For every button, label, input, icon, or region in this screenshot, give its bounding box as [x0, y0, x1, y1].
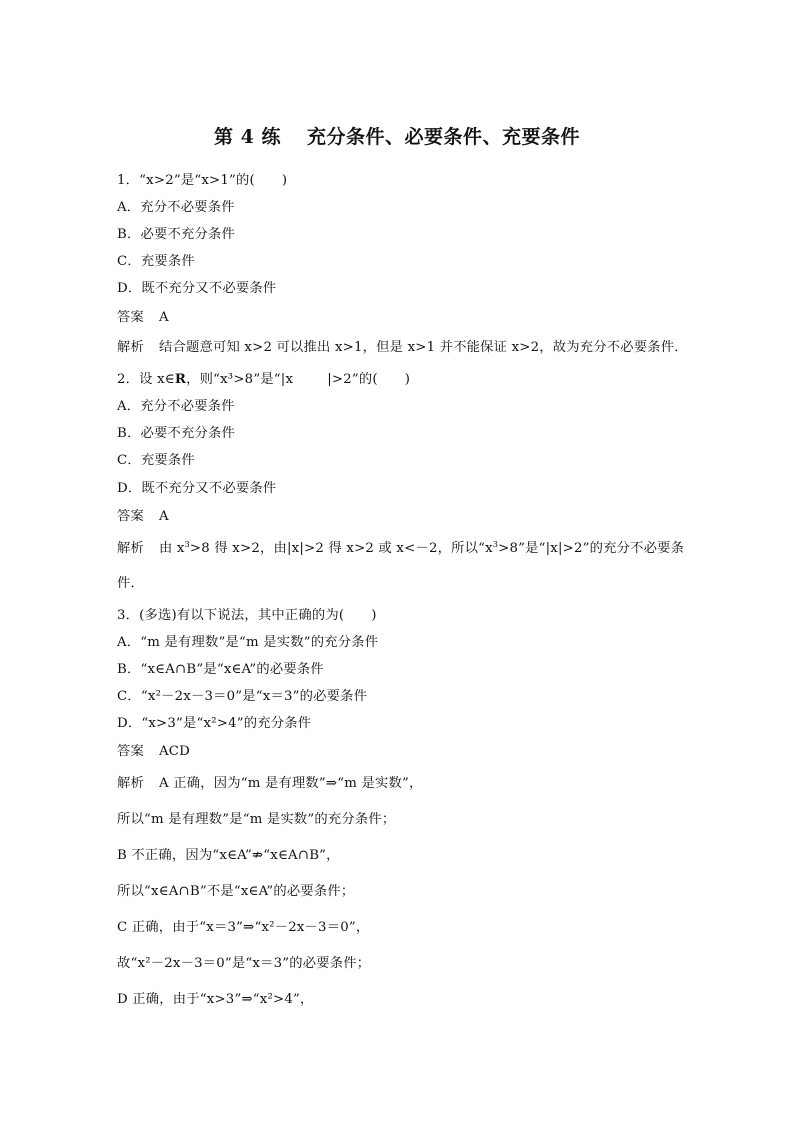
analysis-label: 解析: [117, 340, 144, 355]
question-1-answer: [117, 310, 169, 326]
question-2-analysis: [117, 541, 684, 557]
question-3-option-b: B．“x∈A∩B”是“x∈A”的必要条件: [117, 662, 324, 677]
question-1-option-c: C．充要条件: [117, 254, 195, 269]
analysis-line: 故“x²－2x－3＝0”是“x＝3”的必要条件；: [117, 956, 371, 971]
analysis-line: B 不正确，因为“x∈A”⇏“x∈A∩B”，: [117, 848, 340, 863]
question-2-option-d: D．既不充分又不必要条件: [117, 481, 277, 496]
analysis-label: 解析: [117, 541, 144, 556]
answer-value: ACD: [159, 744, 191, 759]
analysis-label: 解析: [117, 776, 144, 791]
analysis-line: 所以“x∈A∩B”不是“x∈A”的必要条件；: [117, 884, 355, 899]
stem-part: 2．设 x∈: [117, 372, 175, 387]
stem-part: ，则“x³>8”是“|x: [186, 372, 294, 387]
answer-value: A: [159, 310, 169, 325]
question-2-option-b: B．必要不充分条件: [117, 426, 235, 441]
answer-label: 答案: [117, 310, 144, 325]
question-2-option-c: C．充要条件: [117, 453, 195, 468]
question-1-option-b: B．必要不充分条件: [117, 227, 235, 242]
analysis-text: >8 得 x>2，由|x|>2 得 x>2 或 x<－2，所以“x: [189, 541, 493, 556]
analysis-line: 所以“m 是有理数”是“m 是实数”的充分条件；: [117, 812, 396, 827]
answer-label: 答案: [117, 744, 144, 759]
analysis-line: D 正确，由于“x>3”⇒“x²>4”，: [117, 992, 314, 1007]
question-1-stem: 1．“x>2”是“x>1”的( ): [117, 173, 288, 188]
question-1-option-d: D．既不充分又不必要条件: [117, 281, 277, 296]
superscript: 3: [184, 540, 190, 549]
stem-part: |>2”的( ): [327, 372, 411, 387]
answer-value: A: [159, 509, 169, 524]
question-3-option-a: A．“m 是有理数”是“m 是实数”的充分条件: [117, 635, 379, 650]
question-1-option-a: A．充分不必要条件: [117, 200, 235, 215]
page-title: [0, 122, 794, 149]
analysis-text: 结合题意可知 x>2 可以推出 x>1，但是 x>1 并不能保证 x>2，故为充分不必要条件．: [159, 340, 688, 355]
real-set-symbol: R: [174, 372, 187, 387]
analysis-line: C 正确，由于“x＝3”⇒“x²－2x－3＝0”，: [117, 920, 370, 935]
question-2-stem: [117, 372, 410, 388]
lesson-number: 第 4 练: [214, 126, 281, 148]
question-2-analysis-continued: 件．: [117, 576, 144, 591]
question-3-analysis: [117, 776, 423, 792]
question-3-option-d: D．“x>3”是“x²>4”的充分条件: [117, 716, 312, 731]
question-1-analysis: [117, 340, 688, 356]
analysis-text: >8”是“|x|>2”的充分不必要条: [498, 541, 685, 556]
question-3-option-c: C．“x²－2x－3＝0”是“x＝3”的必要条件: [117, 689, 368, 704]
question-2-answer: [117, 509, 169, 525]
superscript: 3: [492, 540, 499, 549]
answer-label: 答案: [117, 509, 144, 524]
lesson-topic: 充分条件、必要条件、充要条件: [306, 126, 580, 148]
question-3-answer: [117, 744, 190, 760]
analysis-text: 由 x: [159, 541, 185, 556]
question-2-option-a: A．充分不必要条件: [117, 399, 235, 414]
question-3-stem: 3．(多选)有以下说法，其中正确的为( ): [117, 608, 377, 623]
analysis-text: A 正确，因为“m 是有理数”⇒“m 是实数”，: [159, 776, 423, 791]
